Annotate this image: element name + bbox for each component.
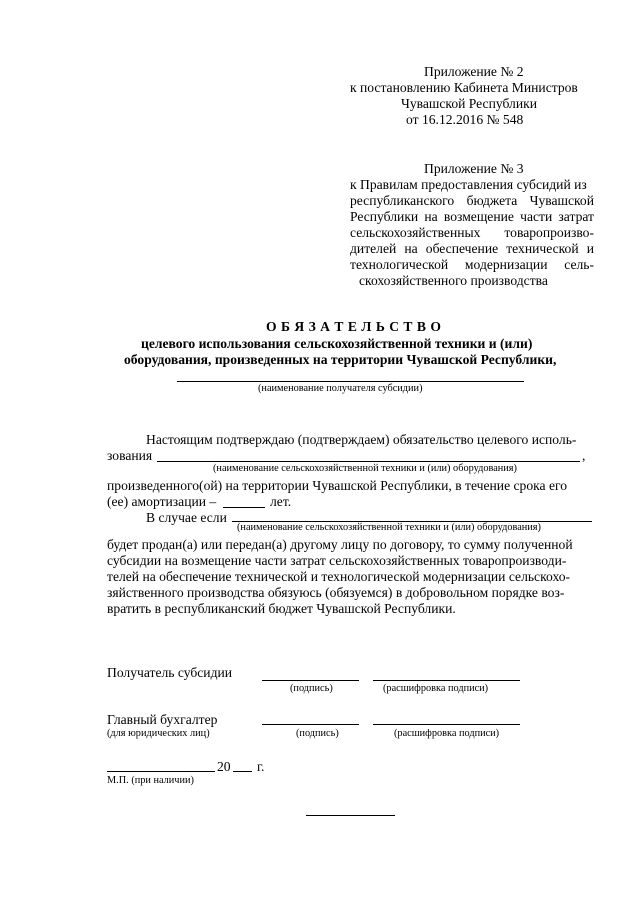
appendix2-line4: от 16.12.2016 № 548	[406, 112, 524, 127]
paragraph2-line6: вратить в республиканский бюджет Чувашской Республики.	[107, 601, 456, 616]
accountant-signature-caption: (подпись)	[296, 728, 339, 739]
accountant-decode-line[interactable]	[373, 724, 520, 725]
date-year-line[interactable]	[233, 771, 252, 772]
equipment-name-caption: (наименование сельскохозяйственной техники и (или) оборудования)	[213, 463, 517, 474]
date-year-suffix: г.	[257, 759, 265, 774]
appendix3-line1: Приложение № 3	[424, 161, 524, 176]
appendix3-line6: дителей на обеспечение технической и	[350, 241, 594, 256]
paragraph1-line3: произведенного(ой) на территории Чувашской Республики, в течение срока его	[107, 478, 568, 493]
paragraph1-line2-end: ,	[582, 448, 586, 463]
equipment-name-line[interactable]	[157, 461, 580, 462]
appendix3-line2: к Правилам предоставления субсидий из	[350, 177, 587, 192]
date-year: 20	[217, 759, 231, 774]
paragraph2-line2: будет продан(а) или передан(а) другому лицу по договору, то сумму полученной	[107, 537, 573, 552]
accountant-label: Главный бухгалтер	[107, 712, 218, 727]
date-line[interactable]	[107, 771, 215, 772]
paragraph1-line4-end: лет.	[270, 494, 292, 509]
paragraph1-line4-start: (ее) амортизации –	[107, 494, 217, 509]
recipient-label: Получатель субсидии	[107, 665, 233, 680]
recipient-decode-line[interactable]	[373, 680, 520, 681]
recipient-decode-caption: (расшифровка подписи)	[383, 683, 489, 694]
recipient-signature-line[interactable]	[262, 680, 359, 681]
paragraph2-line1: В случае если	[146, 510, 227, 525]
paragraph2-line3: субсидии на возмещение части затрат сельскохозяйственных товаропроизводи-	[107, 553, 567, 568]
accountant-decode-caption: (расшифровка подписи)	[394, 728, 500, 739]
end-divider	[306, 815, 395, 816]
appendix3-line5: сельскохозяйственных товаропроизво-	[350, 225, 594, 240]
appendix3-line4: Республики на возмещение части затрат	[350, 209, 594, 224]
appendix3-line7: технологической модернизации сель-	[350, 257, 594, 272]
title-subline1: целевого использования сельскохозяйственной техники и (или)	[141, 336, 533, 351]
paragraph2-line4: телей на обеспечение технической и технологической модернизации сельскохо-	[107, 569, 571, 584]
accountant-signature-line[interactable]	[262, 724, 359, 725]
document-title: О Б Я З А Т Е Л Ь С Т В О	[266, 319, 442, 334]
amortization-period-line[interactable]	[223, 507, 265, 508]
paragraph1-line2-start: зования	[107, 448, 153, 463]
appendix2-line2: к постановлению Кабинета Министров	[350, 80, 578, 95]
title-subline2: оборудования, произведенных на территории Чувашской Республики,	[124, 352, 557, 367]
appendix2-line1: Приложение № 2	[424, 64, 524, 79]
stamp-note: М.П. (при наличии)	[107, 775, 194, 786]
appendix3-line3: республиканского бюджета Чувашской	[350, 193, 594, 208]
recipient-name-line[interactable]	[177, 381, 524, 382]
paragraph1-line1: Настоящим подтверждаю (подтверждаем) обязательство целевого исполь-	[146, 432, 577, 447]
accountant-note: (для юридических лиц)	[107, 728, 210, 739]
equipment-name-caption-2: (наименование сельскохозяйственной техники и (или) оборудования)	[237, 522, 541, 533]
paragraph2-line5: зяйственного производства обязуюсь (обязуемся) в добровольном порядке воз-	[107, 585, 565, 600]
recipient-signature-caption: (подпись)	[290, 683, 333, 694]
appendix3-line8: скохозяйственного производства	[359, 273, 548, 288]
recipient-name-caption: (наименование получателя субсидии)	[258, 383, 423, 394]
appendix2-line3: Чувашской Республики	[401, 96, 537, 111]
